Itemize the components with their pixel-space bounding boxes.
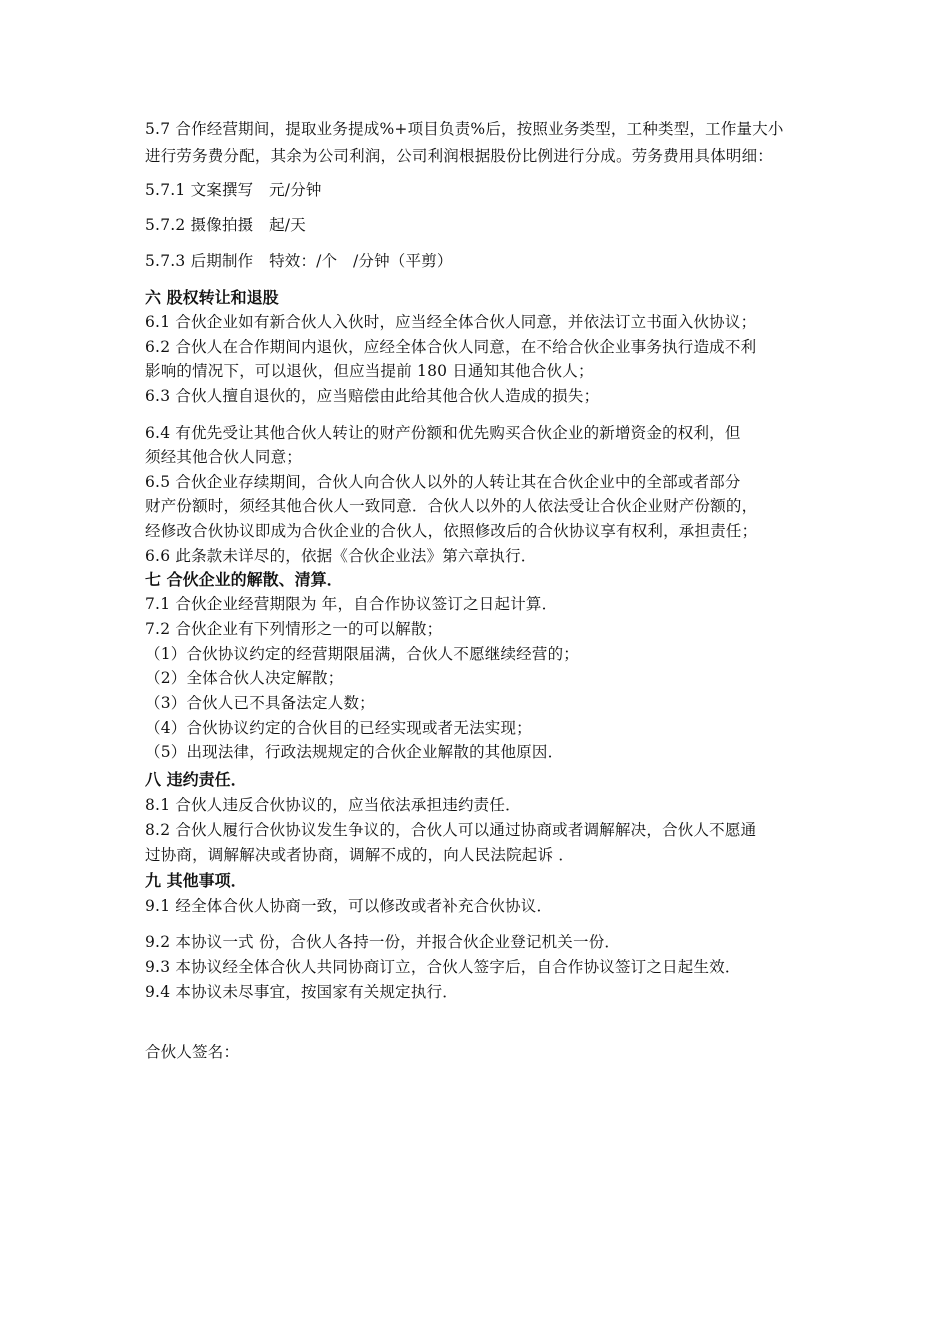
- clause-6-3: 6.3 合伙人擅自退伙的，应当赔偿由此给其他合伙人造成的损失；: [145, 387, 600, 405]
- clause-8-2-line2: 过协商，调解解决或者协商，调解不成的，向人民法院起诉 ．: [145, 846, 575, 864]
- clause-5-7-1: 5.7.1 文案撰写 元/分钟: [145, 181, 322, 199]
- section-9-heading: 九 其他事项．: [145, 871, 247, 890]
- clause-6-6: 6.6 此条款未详尽的，依据《合伙企业法》第六章执行．: [145, 547, 537, 565]
- clause-5-7-line1: 5.7 合作经营期间，提取业务提成%+项目负责%后，按照业务类型，工种类型，工作量大小: [145, 120, 784, 138]
- clause-9-4: 9.4 本协议未尽事宜，按国家有关规定执行．: [145, 983, 458, 1001]
- clause-8-1: 8.1 合伙人违反合伙协议的，应当依法承担违约责任．: [145, 796, 521, 814]
- clause-7-2-item-5: （5）出现法律，行政法规规定的合伙企业解散的其他原因．: [145, 743, 564, 761]
- clause-6-4-line1: 6.4 有优先受让其他合伙人转让的财产份额和优先购买合伙企业的新增资金的权利，但: [145, 424, 741, 442]
- clause-7-2: 7.2 合伙企业有下列情形之一的可以解散；: [145, 620, 443, 638]
- clause-7-2-item-3: （3）合伙人已不具备法定人数；: [145, 694, 375, 712]
- clause-7-2-item-4: （4）合伙协议约定的合伙目的已经实现或者无法实现；: [145, 719, 532, 737]
- clause-6-4-line2: 须经其他合伙人同意；: [145, 448, 303, 466]
- clause-7-2-item-1: （1）合伙协议约定的经营期限届满，合伙人不愿继续经营的；: [145, 645, 579, 663]
- clause-7-1: 7.1 合伙企业经营期限为 年，自合作协议签订之日起计算．: [145, 595, 558, 613]
- clause-6-5-line1: 6.5 合伙企业存续期间，合伙人向合伙人以外的人转让其在合伙企业中的全部或者部分: [145, 473, 741, 491]
- clause-6-5-line3: 经修改合伙协议即成为合伙企业的合伙人，依照修改后的合伙协议享有权利，承担责任；: [145, 522, 758, 540]
- clause-6-2-line2: 影响的情况下，可以退伙，但应当提前 180 日通知其他合伙人；: [145, 362, 594, 380]
- clause-8-2-line1: 8.2 合伙人履行合伙协议发生争议的，合伙人可以通过协商或者调解解决，合伙人不愿通: [145, 821, 757, 839]
- clause-7-2-item-2: （2）全体合伙人决定解散；: [145, 669, 344, 687]
- section-6-heading: 六 股权转让和退股: [145, 288, 279, 307]
- clause-9-3: 9.3 本协议经全体合伙人共同协商订立，合伙人签字后，自合作协议签订之日起生效．: [145, 958, 741, 976]
- clause-5-7-line2: 进行劳务费分配，其余为公司利润，公司利润根据股份比例进行分成。劳务费用具体明细：: [145, 147, 774, 165]
- section-8-heading: 八 违约责任．: [145, 770, 247, 789]
- clause-6-5-line2: 财产份额时，须经其他合伙人一致同意．合伙人以外的人依法受让合伙企业财产份额的，: [145, 497, 758, 515]
- clause-9-2: 9.2 本协议一式 份，合伙人各持一份，并报合伙企业登记机关一份．: [145, 933, 621, 951]
- clause-9-1: 9.1 经全体合伙人协商一致，可以修改或者补充合伙协议．: [145, 897, 553, 915]
- clause-5-7-2: 5.7.2 摄像拍摄 起/天: [145, 216, 306, 234]
- clause-6-1: 6.1 合伙企业如有新合伙人入伙时，应当经全体合伙人同意，并依法订立书面入伙协议；: [145, 313, 757, 331]
- section-7-heading: 七 合伙企业的解散、清算．: [145, 570, 343, 589]
- signature-label: 合伙人签名：: [145, 1043, 240, 1061]
- clause-5-7-3: 5.7.3 后期制作 特效：/个 /分钟（平剪）: [145, 252, 453, 270]
- clause-6-2-line1: 6.2 合伙人在合作期间内退伙，应经全体合伙人同意，在不给合伙企业事务执行造成不利: [145, 338, 757, 356]
